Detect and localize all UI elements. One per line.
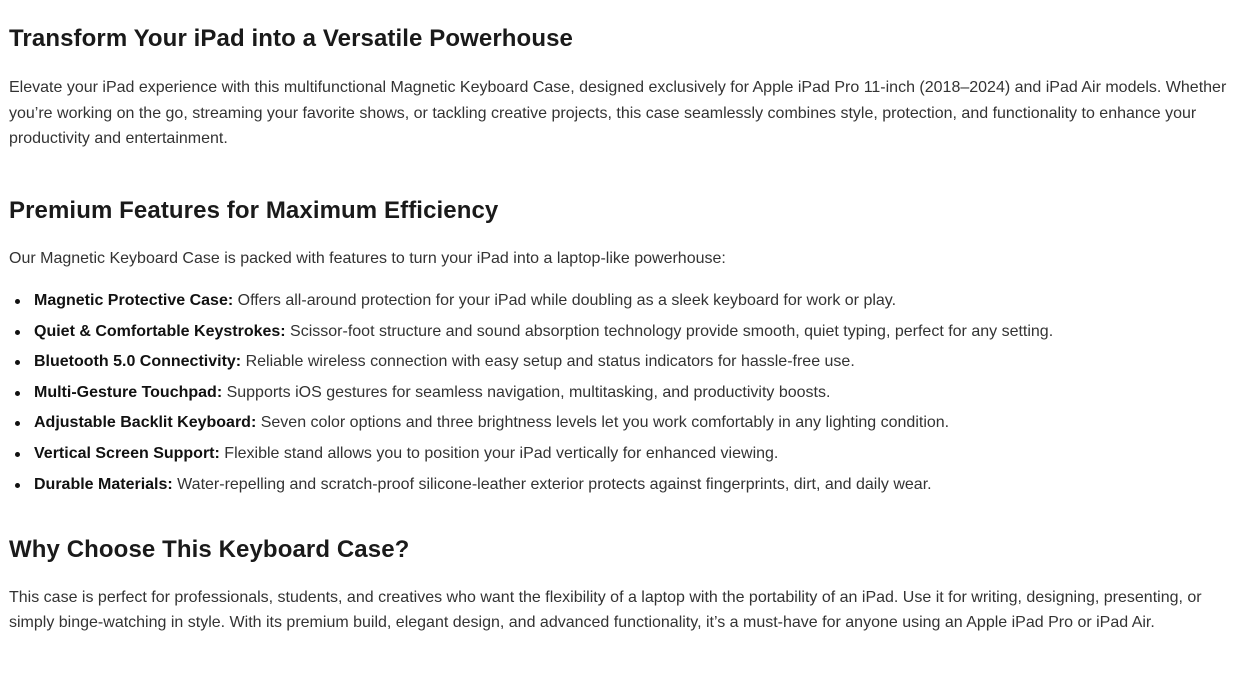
feature-list-item <box>9 350 1231 374</box>
feature-text: Flexible stand allows you to position your iPad vertically for enhanced viewing. <box>219 444 779 462</box>
bullet-icon <box>15 391 20 396</box>
feature-list-item <box>9 442 1231 466</box>
bullet-icon <box>15 483 20 488</box>
feature-list-item <box>9 411 1231 435</box>
bullet-icon <box>15 360 20 365</box>
feature-title: Adjustable Backlit Keyboard: <box>34 414 257 432</box>
feature-list-item <box>9 473 1231 497</box>
feature-text: Reliable wireless connection with easy setup and status indicators for hassle-free use. <box>241 353 855 371</box>
bullet-icon <box>15 452 20 457</box>
bullet-icon <box>15 421 20 426</box>
feature-list-item <box>9 381 1231 405</box>
section-heading-transform: Transform Your iPad into a Versatile Powerhouse <box>9 25 573 52</box>
feature-text: Supports iOS gestures for seamless navigation, multitasking, and productivity boosts. <box>222 383 831 401</box>
section-paragraph-why-choose: This case is perfect for professionals, students, and creatives who want the flexibility of a laptop with the portability of an iPad. Use it for writing, designing, presenting, or simply binge-watching in style. With its premium build, elegant design, and advanced functionality, it’s a must-have for anyone using an Apple iPad Pro or iPad Air. <box>9 588 1202 632</box>
feature-title: Vertical Screen Support: <box>34 444 220 462</box>
bullet-icon <box>15 299 20 304</box>
bullet-icon <box>15 330 20 335</box>
feature-title: Magnetic Protective Case: <box>34 292 234 309</box>
section-paragraph-intro: Elevate your iPad experience with this multifunctional Magnetic Keyboard Case, designed exclusively for Apple iPad Pro 11-inch (2018–2024) and iPad Air models. Whether you’re working on the go, streaming your favorite shows, or tackling creative projects, this case seamlessly combines style, protection, and functionality to enhance your productivity and entertainment. <box>9 79 1227 147</box>
feature-list-item <box>9 320 1231 344</box>
feature-text: Water-repelling and scratch-proof silicone-leather exterior protects against fingerprints, dirt, and daily wear. <box>172 475 932 493</box>
feature-title: Bluetooth 5.0 Connectivity: <box>34 353 242 371</box>
section-paragraph-features-intro: Our Magnetic Keyboard Case is packed with features to turn your iPad into a laptop-like powerhouse: <box>9 249 726 267</box>
feature-list-item <box>9 289 1231 313</box>
feature-text: Seven color options and three brightness levels let you work comfortably in any lighting condition. <box>256 414 950 432</box>
section-heading-why-choose: Why Choose This Keyboard Case? <box>9 535 410 563</box>
feature-text: Scissor-foot structure and sound absorption technology provide smooth, quiet typing, perfect for any setting. <box>285 322 1054 340</box>
feature-title: Multi-Gesture Touchpad: <box>34 383 223 401</box>
feature-title: Durable Materials: <box>34 475 173 493</box>
section-heading-features: Premium Features for Maximum Efficiency <box>9 196 499 224</box>
feature-text: Offers all-around protection for your iPad while doubling as a sleek keyboard for work or play. <box>233 292 897 309</box>
feature-title: Quiet & Comfortable Keystrokes: <box>34 322 286 340</box>
feature-list <box>9 289 1231 497</box>
